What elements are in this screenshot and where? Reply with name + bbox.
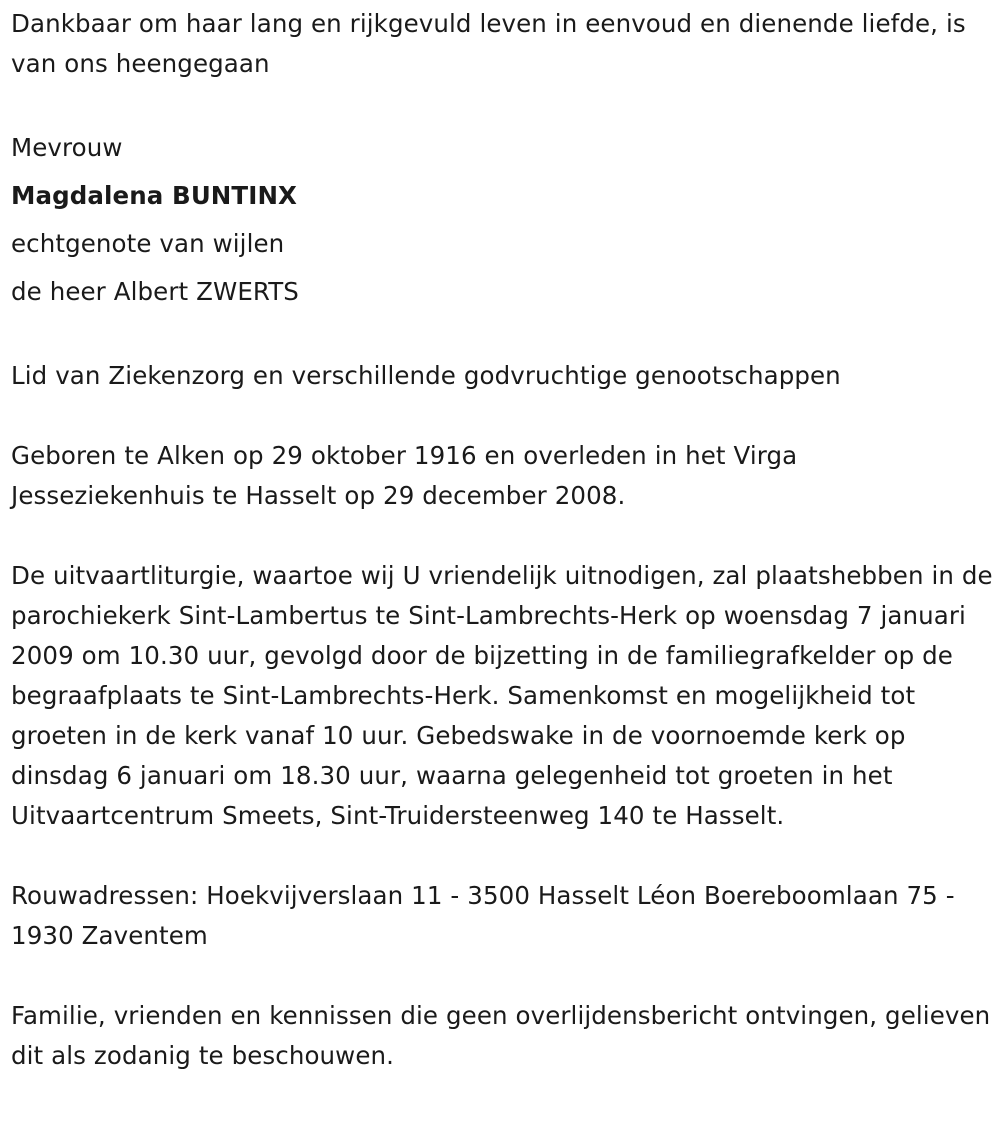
relation-line-1: echtgenote van wijlen: [11, 229, 285, 258]
birth-death-paragraph: Geboren te Alken op 29 oktober 1916 en overleden in het Virga Jesseziekenhuis te Hasselt op 29 december 2008.: [11, 441, 798, 510]
relation-line-2: de heer Albert ZWERTS: [11, 277, 299, 306]
spacer: [11, 396, 993, 436]
deceased-name: Magdalena BUNTINX: [11, 181, 298, 210]
salutation: Mevrouw: [11, 133, 123, 162]
spacer: [11, 836, 993, 876]
spacer: [11, 956, 993, 996]
addresses-paragraph: Rouwadressen: Hoekvijverslaan 11 - 3500 Hasselt Léon Boereboomlaan 75 - 1930 Zaventem: [11, 881, 955, 950]
intro-paragraph: Dankbaar om haar lang en rijkgevuld leven in eenvoud en dienende liefde, is van ons heengegaan: [11, 9, 966, 78]
membership-paragraph: Lid van Ziekenzorg en verschillende godvruchtige genootschappen: [11, 361, 841, 390]
spacer: [11, 516, 993, 556]
spacer: [11, 316, 993, 356]
spacer: [11, 84, 993, 124]
closing-paragraph: Familie, vrienden en kennissen die geen overlijdensbericht ontvingen, gelieven dit als zodanig te beschouwen.: [11, 1001, 991, 1070]
obituary-text: [11, 4, 993, 1076]
funeral-paragraph: De uitvaartliturgie, waartoe wij U vriendelijk uitnodigen, zal plaatshebben in de parochiekerk Sint-Lambertus te Sint-Lambrechts-Herk op woensdag 7 januari 2009 om 10.30 uur, gevolgd door de bijzetting in de familiegrafkelder op de begraafplaats te Sint-Lambrechts-Herk. Samenkomst en mogelijkheid tot groeten in de kerk vanaf 10 uur. Gebedswake in de voornoemde kerk op dinsdag 6 januari om 18.30 uur, waarna gelegenheid tot groeten in het Uitvaartcentrum Smeets, Sint-Truidersteenweg 140 te Hasselt.: [11, 561, 993, 830]
